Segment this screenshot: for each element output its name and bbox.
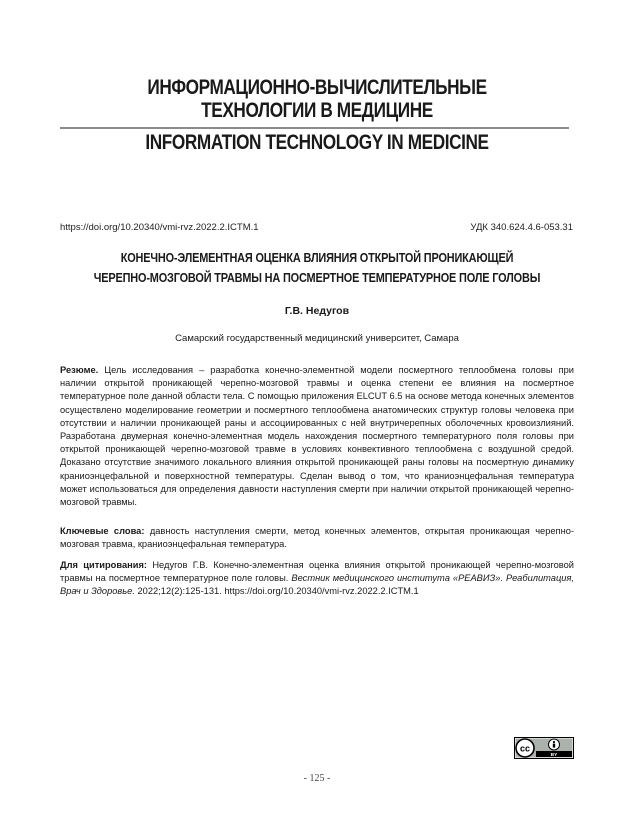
citation-label: Для цитирования: <box>60 560 147 570</box>
by-text: BY <box>550 753 558 759</box>
cc-text: cc <box>519 743 531 754</box>
section-divider <box>60 127 569 129</box>
author-affiliation: Самарский государственный медицинский университет, Самара <box>175 333 459 344</box>
page-number: - 125 - <box>303 773 331 784</box>
section-title-ru-line2: ТЕХНОЛОГИИ В МЕДИЦИНЕ <box>201 99 433 122</box>
citation <box>60 559 574 599</box>
abstract-text: Цель исследования – разработка конечно-элементной модели посмертного теплообмена головы при наличии открытой проникающей черепно-мозговой травмы и оценка степени ее влияния на посмертное температурное поле данной области тела. С помощью приложения ELCUT 6.5 на основе метода конечных элементов осуществлено моделирование геометрии и посмертного теплообмена анатомических структур головы человека при отсутствии и наличии проникающей раны и ассоциированных с ней внутричерепных оболочечных кровоизлияний. Разработана двумерная конечно-элементная модель нахождения посмертного температурного поля головы при открытой проникающей черепно-мозговой травме в условиях конвективного теплообмена с воздушной средой. Доказано отсутствие значимого локального влияния открытой проникающей раны головы на посмертную динамику краниоэнцефальной и поверхностной температуры. Сделан вывод о том, что краниоэнцефальная температура может использоваться для определения давности наступления смерти при наличии открытой проникающей черепно-мозговой травмы. <box>60 365 574 508</box>
article-title-line1: КОНЕЧНО-ЭЛЕМЕНТНАЯ ОЦЕНКА ВЛИЯНИЯ ОТКРЫТОЙ ПРОНИКАЮЩЕЙ <box>120 250 514 265</box>
citation-journal: Вестник медицинского института «РЕАВИЗ». Реабилитация, Врач и Здоровье. <box>60 573 575 597</box>
abstract-label: Резюме. <box>60 365 99 375</box>
abstract <box>60 364 574 509</box>
cc-by-icon[interactable] <box>514 737 574 759</box>
keywords-label: Ключевые слова: <box>60 526 145 536</box>
keywords <box>60 525 574 551</box>
udc-code: УДК 340.624.4.6-053.31 <box>470 222 573 233</box>
citation-tail: 2022;12(2):125-131. https://doi.org/10.20340/vmi-rvz.2022.2.ICTM.1 <box>137 586 419 597</box>
section-title-ru-line1: ИНФОРМАЦИОННО-ВЫЧИСЛИТЕЛЬНЫЕ <box>147 76 487 99</box>
doi-link[interactable]: https://doi.org/10.20340/vmi-rvz.2022.2.ICTM.1 <box>60 222 259 233</box>
citation-text: Недугов Г.В. Конечно-элементная оценка влияния открытой проникающей черепно-мозговой травмы на посмертное температурное поле головы. <box>60 560 574 584</box>
section-title-en: INFORMATION TECHNOLOGY IN MEDICINE <box>145 131 489 154</box>
article-title-line2: ЧЕРЕПНО-МОЗГОВОЙ ТРАВМЫ НА ПОСМЕРТНОЕ ТЕМПЕРАТУРНОЕ ПОЛЕ ГОЛОВЫ <box>93 270 541 285</box>
author-name: Г.В. Недугов <box>284 305 350 317</box>
keywords-text: давность наступления смерти, метод конечных элементов, открытая проникающая черепно-мозговая травма, краниоэнцефальная температура. <box>60 526 574 550</box>
